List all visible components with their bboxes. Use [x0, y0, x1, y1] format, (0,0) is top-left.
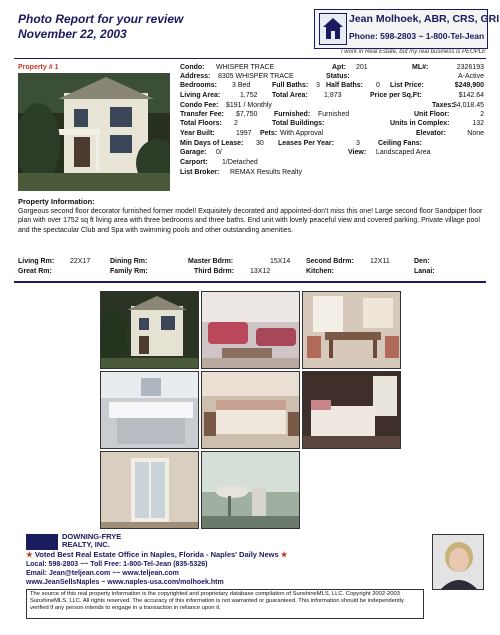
broker-label: List Broker: [180, 169, 220, 176]
agent-header-box [314, 9, 500, 49]
garage-value: 0/ [216, 149, 222, 156]
property-info-text: Gorgeous second floor decorator furnished former model! Exquisitely decorated and appointed-don't miss this one! Large second floor Sandpiper floor plan with over 1752 sq ft living area with three bedrooms and three baths. End unit with lovely peaceful view and covered parking. Private village pool and the spectacular Club and Spa with swimming pools and other outstanding amenities. [18, 208, 483, 234]
third-bdrm-value: 13X12 [250, 268, 271, 275]
company-logo-icon [26, 534, 58, 550]
company-logo [26, 534, 161, 550]
half-baths-value: 0 [376, 82, 380, 89]
family-room-label: Family Rm: [110, 268, 148, 275]
taxes-value: $4,018.45 [452, 102, 484, 109]
mls-value: 2326193 [456, 64, 484, 71]
gallery-photo-exterior [100, 291, 199, 369]
room-dimensions [18, 258, 484, 278]
condo-fee-label: Condo Fee: [180, 102, 219, 109]
company-name [62, 533, 121, 549]
property-number: Property # 1 [18, 64, 59, 71]
garage-label: Garage: [180, 149, 207, 156]
leases-label: Leases Per Year: [278, 140, 334, 147]
property-info-heading: Property Information: [18, 197, 95, 206]
units-complex-label: Units in Complex: [390, 120, 450, 127]
gallery-photo-bedroom [201, 371, 300, 449]
mls-label: ML#: [412, 64, 429, 71]
year-built-label: Year Built: [180, 130, 215, 137]
condo-fee-value: $191 / Monthly [226, 102, 272, 109]
great-room-label: Great Rm: [18, 268, 52, 275]
second-bdrm-label: Second Bdrm: [306, 258, 354, 265]
address-value: 8305 WHISPER TRACE [218, 73, 294, 80]
apt-value: 201 [356, 64, 368, 71]
view-value: Landscaped Area [376, 149, 431, 156]
living-area-label: Living Area: [180, 92, 221, 99]
agent-phone: Phone: 598-2803 ~ 1-800-Tel-Jean [349, 31, 485, 41]
master-bdrm-label: Master Bdrm: [188, 258, 234, 265]
unit-floor-value: 2 [480, 111, 484, 118]
website-line[interactable]: www.JeanSellsNaples ~ www.naples-usa.com/molhoek.htm [26, 579, 224, 586]
condo-label: Condo: [180, 64, 205, 71]
half-baths-label: Half Baths: [326, 82, 363, 89]
elevator-value: None [467, 130, 484, 137]
agent-logo-icon [319, 13, 347, 45]
voted-best-text: Voted Best Real Estate Office in Naples, Florida - Naples' Daily News [34, 550, 279, 559]
transfer-fee-value: $7,750 [236, 111, 258, 118]
company-name-line1: DOWNING-FRYE [62, 532, 122, 541]
gallery-photo-dining [302, 291, 401, 369]
living-room-value: 22X17 [70, 258, 91, 265]
living-room-label: Living Rm: [18, 258, 55, 265]
listing-details [180, 64, 486, 188]
year-built-value: 1997 [236, 130, 252, 137]
master-bdrm-value: 15X14 [270, 258, 291, 265]
price-sqft-label: Price per Sq.Ft: [370, 92, 422, 99]
furnished-value: Furnished [318, 111, 350, 118]
gallery-photo-bathroom [100, 371, 199, 449]
apt-label: Apt: [332, 64, 346, 71]
transfer-fee-label: Transfer Fee: [180, 111, 224, 118]
second-bdrm-value: 12X11 [370, 258, 390, 265]
agent-tagline: I work in Real Estate, but my real business is PEOPLE [340, 49, 486, 55]
dining-room-label: Dining Rm: [110, 258, 148, 265]
report-title: Photo Report for your review [18, 12, 184, 26]
den-label: Den: [414, 258, 430, 265]
min-days-label: Min Days of Lease: [180, 140, 244, 147]
broker-value: REMAX Results Realty [230, 169, 302, 176]
condo-value: WHISPER TRACE [216, 64, 275, 71]
full-baths-label: Full Baths: [272, 82, 309, 89]
elevator-label: Elevator: [416, 130, 446, 137]
rooms-divider [14, 281, 486, 283]
furnished-label: Furnished: [274, 111, 311, 118]
gallery-photo-lanai [201, 451, 300, 529]
kitchen-label: Kitchen: [306, 268, 334, 275]
units-complex-value: 132 [472, 120, 484, 127]
bedrooms-value: 3 Bed [232, 82, 251, 89]
star-icon: ★ [26, 550, 33, 559]
list-price-label: List Price: [390, 82, 424, 89]
main-property-photo [18, 73, 170, 191]
third-bdrm-label: Third Bdrm: [194, 268, 235, 275]
taxes-label: Taxes: [432, 102, 454, 109]
agent-photo [432, 534, 484, 590]
email-line[interactable]: Email: Jean@teljean.com ~~ www.teljean.com [26, 570, 179, 577]
local-phone: Local: 598-2803 ~~ Toll Free: 1-800-Tel-Jean (835-5326) [26, 561, 208, 568]
mls-disclaimer: The source of this real property information is the copyrighted and proprietary database compilation of SunshineMLS, LLC. Copyright 2002-2003 SunshineMLS, LLC. All rights reserved. The accuracy of this information is not warranted or guaranteed. This information should be independently verified if any person intends to engage in a transaction in reliance upon it. [26, 589, 424, 619]
total-floors-value: 2 [234, 120, 238, 127]
company-name-line2: REALTY, INC. [62, 540, 110, 549]
pets-value: With Approval [280, 130, 324, 137]
pets-label: Pets: [260, 130, 278, 137]
status-value: A-Active [457, 73, 484, 80]
ceiling-fans-label: Ceiling Fans: [378, 140, 422, 147]
leases-value: 3 [356, 140, 360, 147]
living-area-value: 1,752 [240, 92, 258, 99]
voted-best-banner [26, 550, 287, 559]
lanai-label: Lanai: [414, 268, 435, 275]
min-days-value: 30 [256, 140, 264, 147]
total-floors-label: Total Floors: [180, 120, 222, 127]
report-date: November 22, 2003 [18, 27, 127, 41]
agent-name: Jean Molhoek, ABR, CRS, GRI [349, 13, 500, 25]
total-area-label: Total Area: [272, 92, 308, 99]
bedrooms-label: Bedrooms: [180, 82, 217, 89]
list-price-value: $249,900 [454, 82, 484, 89]
star-icon: ★ [280, 550, 288, 559]
gallery-photo-entry [100, 451, 199, 529]
total-area-value: 1,873 [324, 92, 342, 99]
total-buildings-label: Total Buildings: [272, 120, 325, 127]
photo-gallery [100, 291, 402, 529]
header-divider [14, 58, 486, 59]
gallery-photo-living-room [201, 291, 300, 369]
view-label: View: [348, 149, 367, 156]
gallery-photo-master-bedroom [302, 371, 401, 449]
address-label: Address: [180, 73, 211, 80]
status-label: Status: [326, 73, 350, 80]
unit-floor-label: Unit Floor: [414, 111, 450, 118]
price-sqft-value: $142.64 [458, 92, 484, 99]
carport-label: Carport: [180, 159, 208, 166]
carport-value: 1/Detached [222, 159, 258, 166]
full-baths-value: 3 [316, 82, 320, 89]
